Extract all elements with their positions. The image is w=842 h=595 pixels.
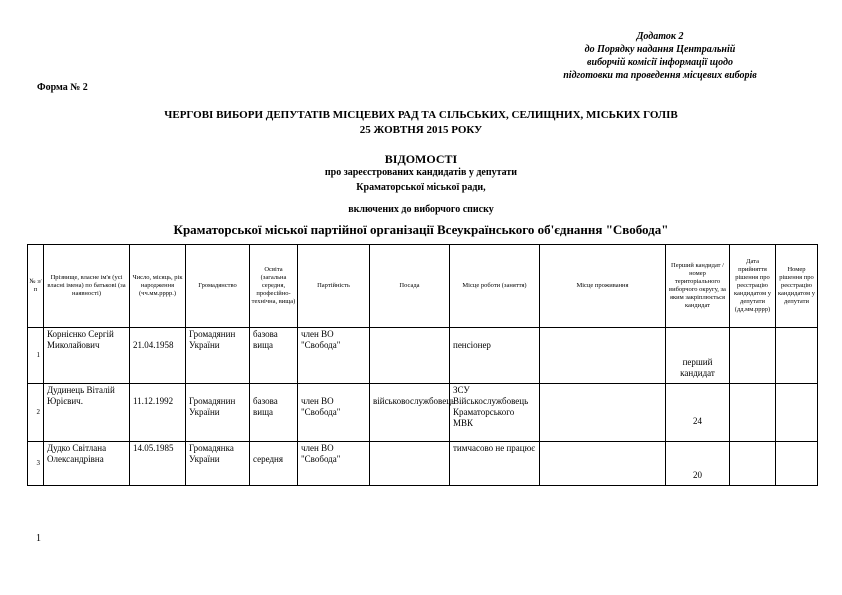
row-education: середня xyxy=(250,442,298,486)
subheading-line2: Краматорської міської ради, xyxy=(356,182,486,193)
row-position xyxy=(370,442,450,486)
header-education: Освіта (загальна середня, професійно-технічна, вища) xyxy=(250,245,298,328)
row-decision-number xyxy=(776,442,818,486)
appendix-note xyxy=(520,30,800,82)
row-workplace: тимчасово не працює xyxy=(450,442,540,486)
row-workplace: ЗСУ Військослужбовець Краматорського МВК xyxy=(450,384,540,442)
appendix-line2: до Порядку надання Центральній xyxy=(584,44,736,55)
row-citizenship: Громадянка України xyxy=(186,442,250,486)
row-decision-number xyxy=(776,384,818,442)
row-name: Корнієнко Сергій Миколайович xyxy=(44,328,130,384)
row-name: Дудинець Віталій Юрієвич. xyxy=(44,384,130,442)
row-residence xyxy=(540,384,666,442)
election-title-line2: 25 ЖОВТНЯ 2015 РОКУ xyxy=(359,124,483,136)
row-education: базова вища xyxy=(250,328,298,384)
row-decision-date xyxy=(730,328,776,384)
row-residence xyxy=(540,328,666,384)
row-number: 2 xyxy=(28,384,44,442)
election-title xyxy=(0,108,842,138)
row-education: базова вища xyxy=(250,384,298,442)
row-party: член ВО "Свобода" xyxy=(298,384,370,442)
header-decision-number: Номер рішення про реєстрацію кандидатом у депутати xyxy=(776,245,818,328)
row-name: Дудко Світлана Олександрівна xyxy=(44,442,130,486)
row-number: 3 xyxy=(28,442,44,486)
row-decision-number xyxy=(776,328,818,384)
election-title-line1: ЧЕРГОВІ ВИБОРИ ДЕПУТАТІВ МІСЦЕВИХ РАД ТА СІЛЬСЬКИХ, СЕЛИЩНИХ, МІСЬКИХ ГОЛІВ xyxy=(164,109,678,121)
subheading-line1: про зареєстрованих кандидатів у депутати xyxy=(324,167,518,178)
row-position xyxy=(370,328,450,384)
header-citizenship: Громадянство xyxy=(186,245,250,328)
header-position: Посада xyxy=(370,245,450,328)
table-row xyxy=(28,442,818,486)
row-party: член ВО "Свобода" xyxy=(298,442,370,486)
table-row xyxy=(28,384,818,442)
row-dob: 11.12.1992 xyxy=(130,384,186,442)
header-workplace: Місце роботи (заняття) xyxy=(450,245,540,328)
row-citizenship: Громадянин України xyxy=(186,328,250,384)
header-dob: Число, місяць, рік народження (чч.мм.рррр.) xyxy=(130,245,186,328)
appendix-line1: Додаток 2 xyxy=(636,31,684,42)
row-residence xyxy=(540,442,666,486)
row-number: 1 xyxy=(28,328,44,384)
row-citizenship: Громадянин України xyxy=(186,384,250,442)
page-number: 1 xyxy=(36,533,41,544)
appendix-line3: виборчій комісії інформації щодо xyxy=(587,57,733,68)
row-district: 20 xyxy=(666,442,730,486)
subheading-line3: включених до виборчого списку xyxy=(348,204,494,215)
header-party: Партійність xyxy=(298,245,370,328)
party-name: Краматорської міської партійної організації Всеукраїнського об'єднання "Свобода" xyxy=(173,222,669,237)
row-workplace: пенсіонер xyxy=(450,328,540,384)
header-name: Прізвище, власне ім'я (усі власні імена) по батькові (за наявності) xyxy=(44,245,130,328)
candidates-table xyxy=(27,244,818,486)
header-number: № з/п xyxy=(28,245,44,328)
row-district: 24 xyxy=(666,384,730,442)
row-district: перший кандидат xyxy=(666,328,730,384)
row-decision-date xyxy=(730,384,776,442)
header-residence: Місце проживання xyxy=(540,245,666,328)
header-decision-date: Дата прийняття рішення про реєстрацію кандидатом у депутати (дд.мм.рррр) xyxy=(730,245,776,328)
appendix-line4: підготовки та проведення місцевих виборів xyxy=(563,70,757,81)
row-dob: 14.05.1985 xyxy=(130,442,186,486)
header-district: Перший кандидат / номер територіального виборчого округу, за яким закріплюється кандидат xyxy=(666,245,730,328)
row-party: член ВО "Свобода" xyxy=(298,328,370,384)
form-number: Форма № 2 xyxy=(37,82,88,93)
table-header-row xyxy=(28,245,818,328)
row-decision-date xyxy=(730,442,776,486)
row-dob: 21.04.1958 xyxy=(130,328,186,384)
row-position: військовослужбовець xyxy=(370,384,450,442)
document-heading: ВІДОМОСТІ xyxy=(384,152,458,166)
table-row xyxy=(28,328,818,384)
